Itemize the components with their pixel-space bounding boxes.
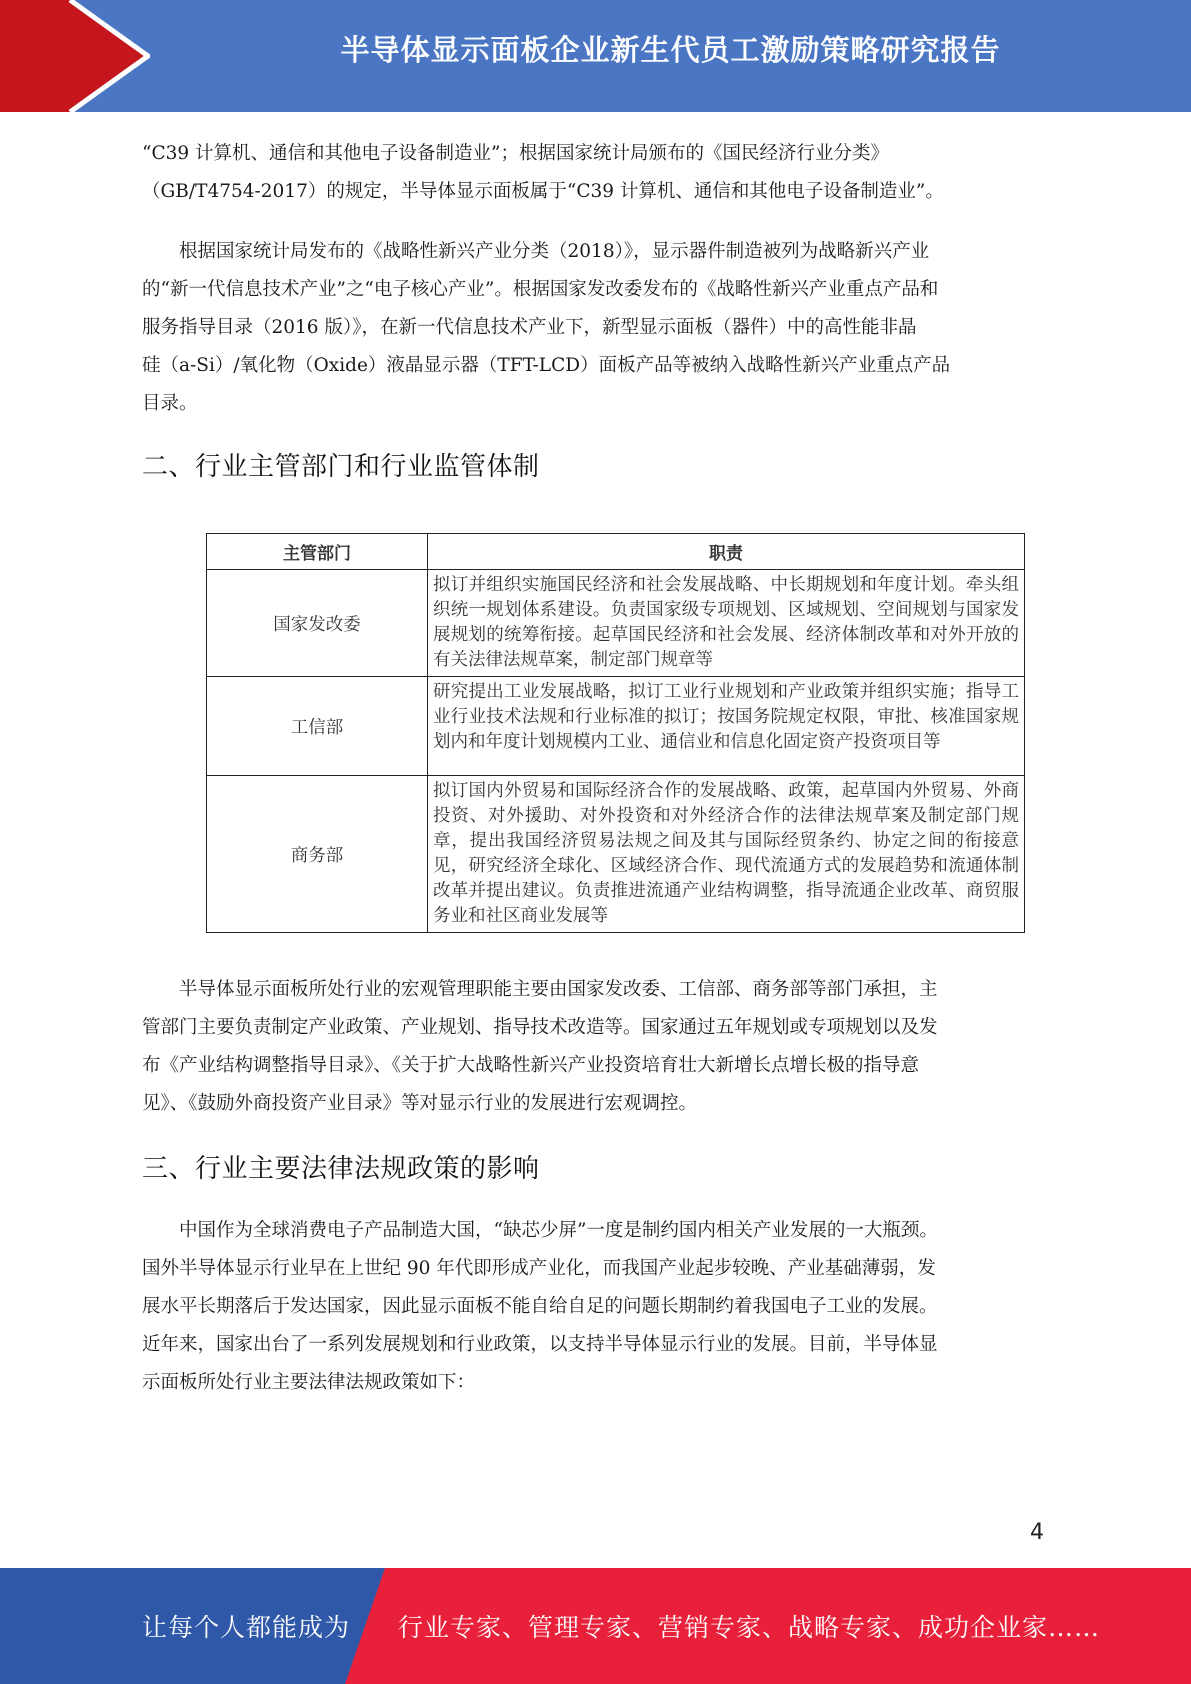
header-chevron-graphic xyxy=(0,0,150,112)
intro-line: （GB/T4754-2017）的规定，半导体显示面板属于“C39 计算机、通信和其他电子设备制造业”。 xyxy=(142,181,944,202)
column-header-dept: 主管部门 xyxy=(207,534,428,570)
regulator-table xyxy=(206,533,1025,933)
dept-cell: 商务部 xyxy=(207,776,428,933)
intro-line: “C39 计算机、通信和其他电子设备制造业”；根据国家统计局颁布的《国民经济行业分类》 xyxy=(142,143,889,164)
policy-paragraph xyxy=(142,1212,1048,1402)
dept-cell: 国家发改委 xyxy=(207,570,428,677)
intro-paragraph xyxy=(142,135,1048,211)
policy-line: 示面板所处行业主要法律法规政策如下： xyxy=(142,1372,476,1393)
dept-cell: 工信部 xyxy=(207,677,428,776)
section-heading-policies: 三、行业主要法律法规政策的影响 xyxy=(142,1154,540,1184)
page-number: 4 xyxy=(1030,1520,1044,1545)
strategic-line: 硅（a-Si）/氧化物（Oxide）液晶显示器（TFT-LCD）面板产品等被纳入战略性新兴产业重点产品 xyxy=(142,355,951,376)
footer-slogan-right: 行业专家、管理专家、营销专家、战略专家、成功企业家…… xyxy=(398,1613,1101,1642)
column-header-duty: 职责 xyxy=(428,534,1025,570)
table-row xyxy=(207,776,1025,933)
policy-line: 国外半导体显示行业早在上世纪 90 年代即形成产业化，而我国产业起步较晚、产业基础薄弱，发 xyxy=(142,1258,936,1279)
policy-line: 中国作为全球消费电子产品制造大国，“缺芯少屏”一度是制约国内相关产业发展的一大瓶颈。 xyxy=(179,1220,938,1241)
page-footer xyxy=(0,1568,1191,1684)
strategic-line: 目录。 xyxy=(142,393,198,414)
table-row xyxy=(207,677,1025,776)
regulator-table-wrapper xyxy=(206,533,1025,933)
macro-line: 半导体显示面板所处行业的宏观管理职能主要由国家发改委、工信部、商务部等部门承担，主 xyxy=(179,979,938,1000)
table-row xyxy=(207,570,1025,677)
macro-line: 布《产业结构调整指导目录》、《关于扩大战略性新兴产业投资培育壮大新增长点增长极的指导意 xyxy=(142,1055,920,1076)
policy-line: 近年来，国家出台了一系列发展规划和行业政策，以支持半导体显示行业的发展。目前，半导体显 xyxy=(142,1334,938,1355)
table-header-row xyxy=(207,534,1025,570)
strategic-line: 的“新一代信息技术产业”之“电子核心产业”。根据国家发改委发布的《战略性新兴产业重点产品和 xyxy=(142,279,939,300)
footer-slogan-left: 让每个人都能成为 xyxy=(142,1613,351,1642)
duty-cell: 拟订并组织实施国民经济和社会发展战略、中长期规划和年度计划。牵头组织统一规划体系建设。负责国家级专项规划、区域规划、空间规划与国家发展规划的统筹衔接。起草国民经济和社会发展、经济体制改革和对外开放的有关法律法规草案，制定部门规章等 xyxy=(428,570,1025,677)
strategic-paragraph xyxy=(142,233,1048,423)
macro-line: 管部门主要负责制定产业政策、产业规划、指导技术改造等。国家通过五年规划或专项规划以及发 xyxy=(142,1017,938,1038)
duty-cell: 研究提出工业发展战略，拟订工业行业规划和产业政策并组织实施；指导工业行业技术法规和行业标准的拟订；按国务院规定权限，审批、核准国家规划内和年度计划规模内工业、通信业和信息化固定资产投资项目等 xyxy=(428,677,1025,776)
strategic-line: 根据国家统计局发布的《战略性新兴产业分类（2018）》，显示器件制造被列为战略新兴产业 xyxy=(179,241,930,262)
report-title: 半导体显示面板企业新生代员工激励策略研究报告 xyxy=(340,33,1001,67)
duty-cell: 拟订国内外贸易和国际经济合作的发展战略、政策，起草国内外贸易、外商投资、对外援助、对外投资和对外经济合作的法律法规草案及制定部门规章，提出我国经济贸易法规之间及其与国际经贸条约、协定之间的衔接意见，研究经济全球化、区域经济合作、现代流通方式的发展趋势和流通体制改革并提出建议。负责推进流通产业结构调整，指导流通企业改革、商贸服务业和社区商业发展等 xyxy=(428,776,1025,933)
strategic-line: 服务指导目录（2016 版）》，在新一代信息技术产业下，新型显示面板（器件）中的高性能非晶 xyxy=(142,317,917,338)
page-header xyxy=(0,0,1191,112)
policy-line: 展水平长期落后于发达国家，因此显示面板不能自给自足的问题长期制约着我国电子工业的发展。 xyxy=(142,1296,938,1317)
macro-paragraph xyxy=(142,971,1048,1123)
macro-line: 见》、《鼓励外商投资产业目录》等对显示行业的发展进行宏观调控。 xyxy=(142,1093,698,1114)
section-heading-regulators: 二、行业主管部门和行业监管体制 xyxy=(142,452,540,482)
